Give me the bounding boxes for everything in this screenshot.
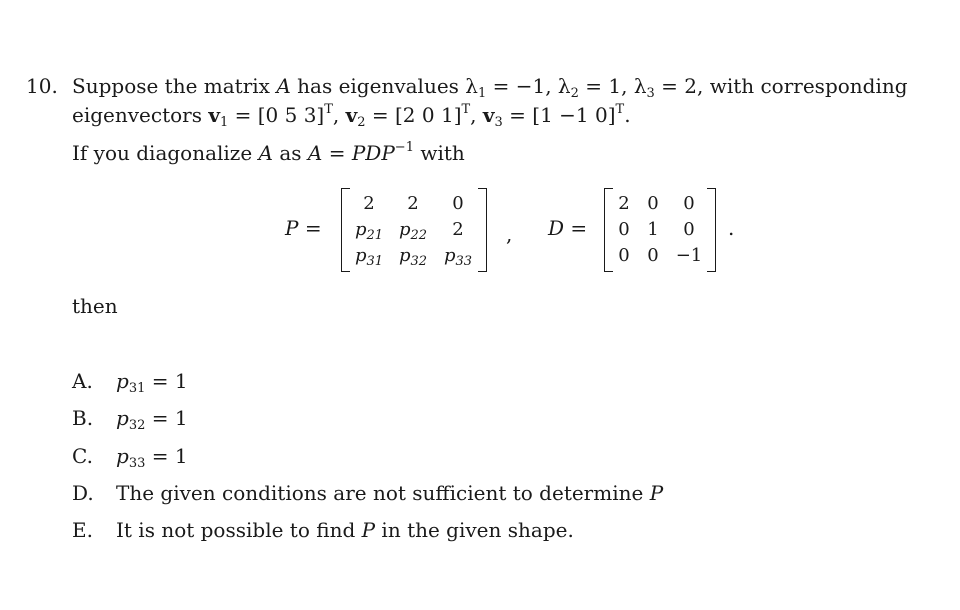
period: . xyxy=(728,216,735,240)
question-line-2 xyxy=(72,102,631,130)
matrix-row xyxy=(347,242,481,268)
matrix-cell: 1 xyxy=(647,218,659,240)
matrix-row xyxy=(610,190,710,216)
matrix-cell: 0 xyxy=(683,218,695,240)
matrix-cell: $p_{22}$ xyxy=(398,218,428,243)
matrix-d xyxy=(604,188,716,270)
subscript: 1 xyxy=(219,115,229,130)
subscript: 1 xyxy=(477,86,487,101)
option-variable: p xyxy=(116,444,129,468)
lambda-symbol: λ xyxy=(465,74,478,98)
vector-symbol: v xyxy=(345,103,358,127)
option-letter: C. xyxy=(72,444,93,468)
matrix-cell: $p_{21}$ xyxy=(354,218,384,243)
option-variable: P xyxy=(649,481,664,505)
vector-value: = [2 0 1] xyxy=(365,103,462,127)
matrix-variable: P xyxy=(285,216,299,240)
option-text: = 1 xyxy=(145,369,188,393)
matrix-cell: 2 xyxy=(618,192,630,214)
superscript: T xyxy=(461,102,471,117)
lambda-symbol: λ xyxy=(633,74,647,98)
separator: , xyxy=(332,103,346,127)
superscript: T xyxy=(615,102,625,117)
matrix-cell: 2 xyxy=(407,192,419,214)
matrix-cell: $p_{31}$ xyxy=(354,244,384,269)
question-number: 10. xyxy=(26,74,58,98)
superscript: T xyxy=(324,102,333,117)
matrix-row xyxy=(347,216,481,242)
vector-symbol: v xyxy=(208,103,220,127)
vector-value: = [0 5 3] xyxy=(228,103,325,127)
option-letter: E. xyxy=(72,518,93,542)
matrix-cell: $p_{32}$ xyxy=(398,244,428,269)
matrix-d-table xyxy=(610,190,710,268)
matrix-cell: 0 xyxy=(618,244,630,266)
option-letter: B. xyxy=(72,406,94,430)
matrix-cell: 0 xyxy=(618,218,630,240)
matrix-cell: 2 xyxy=(363,192,375,214)
matrix-variable: A xyxy=(307,141,323,165)
subscript: 2 xyxy=(357,115,366,130)
option-d[interactable] xyxy=(72,481,663,505)
text-segment: Suppose the matrix xyxy=(72,74,270,98)
matrix-cell: 0 xyxy=(647,192,659,214)
matrix-p-table xyxy=(347,190,481,268)
matrix-variable: D xyxy=(548,216,565,240)
matrix-d-label: D = xyxy=(548,216,588,240)
matrix-cell: 2 xyxy=(452,218,464,240)
text-segment: = −1, xyxy=(486,74,558,98)
matrix-p xyxy=(341,188,487,270)
text-segment: If you diagonalize xyxy=(72,141,253,165)
matrix-cell: $p_{33}$ xyxy=(443,244,473,269)
text-segment: has eigenvalues xyxy=(297,74,459,98)
question-line-3 xyxy=(72,141,465,165)
comma: , xyxy=(506,222,513,246)
option-text: = 1 xyxy=(145,444,188,468)
matrix-cell: 0 xyxy=(452,192,464,214)
option-variable: p xyxy=(116,406,129,430)
text-segment: = 2, with corresponding xyxy=(654,74,908,98)
option-text: It is not possible to find xyxy=(116,518,356,542)
lambda-symbol: λ xyxy=(557,74,571,98)
subscript: 31 xyxy=(128,381,146,396)
option-variable: P xyxy=(361,518,376,542)
matrix-cell: 0 xyxy=(647,244,659,266)
option-letter: D. xyxy=(72,481,94,505)
subscript: 3 xyxy=(646,86,655,101)
subscript: 2 xyxy=(570,86,579,101)
matrix-variable: A xyxy=(258,141,273,165)
text-segment: eigenvectors xyxy=(72,103,202,127)
subscript: 33 xyxy=(128,456,146,471)
matrix-variable: A xyxy=(276,74,291,98)
text-segment: with xyxy=(413,141,465,165)
text-segment: = xyxy=(322,141,352,165)
option-text: in the given shape. xyxy=(375,518,574,542)
option-letter: A. xyxy=(72,369,93,393)
matrix-row xyxy=(610,242,710,268)
subscript: 32 xyxy=(128,418,146,433)
vector-symbol: v xyxy=(482,103,495,127)
option-text: The given conditions are not sufficient to determine xyxy=(116,481,644,505)
text-segment: as xyxy=(273,141,308,165)
pdp-expression: PDP xyxy=(351,141,395,165)
then-label: then xyxy=(72,294,118,318)
matrix-cell: −1 xyxy=(675,244,703,266)
period: . xyxy=(624,103,631,127)
matrix-p-label: P = xyxy=(285,216,322,240)
separator: , xyxy=(470,103,483,127)
matrix-row xyxy=(347,190,481,216)
matrix-cell: 0 xyxy=(683,192,695,214)
option-variable: p xyxy=(116,369,129,393)
text-segment: = 1, xyxy=(578,74,634,98)
option-b[interactable] xyxy=(72,406,188,433)
option-a[interactable] xyxy=(72,369,188,396)
question-line-1 xyxy=(72,74,908,101)
option-text: = 1 xyxy=(145,406,188,430)
option-e[interactable] xyxy=(72,518,574,542)
option-c[interactable] xyxy=(72,444,188,471)
subscript: 3 xyxy=(494,115,503,130)
matrix-row xyxy=(610,216,710,242)
vector-value: = [1 −1 0] xyxy=(502,103,616,127)
superscript: −1 xyxy=(394,140,414,155)
